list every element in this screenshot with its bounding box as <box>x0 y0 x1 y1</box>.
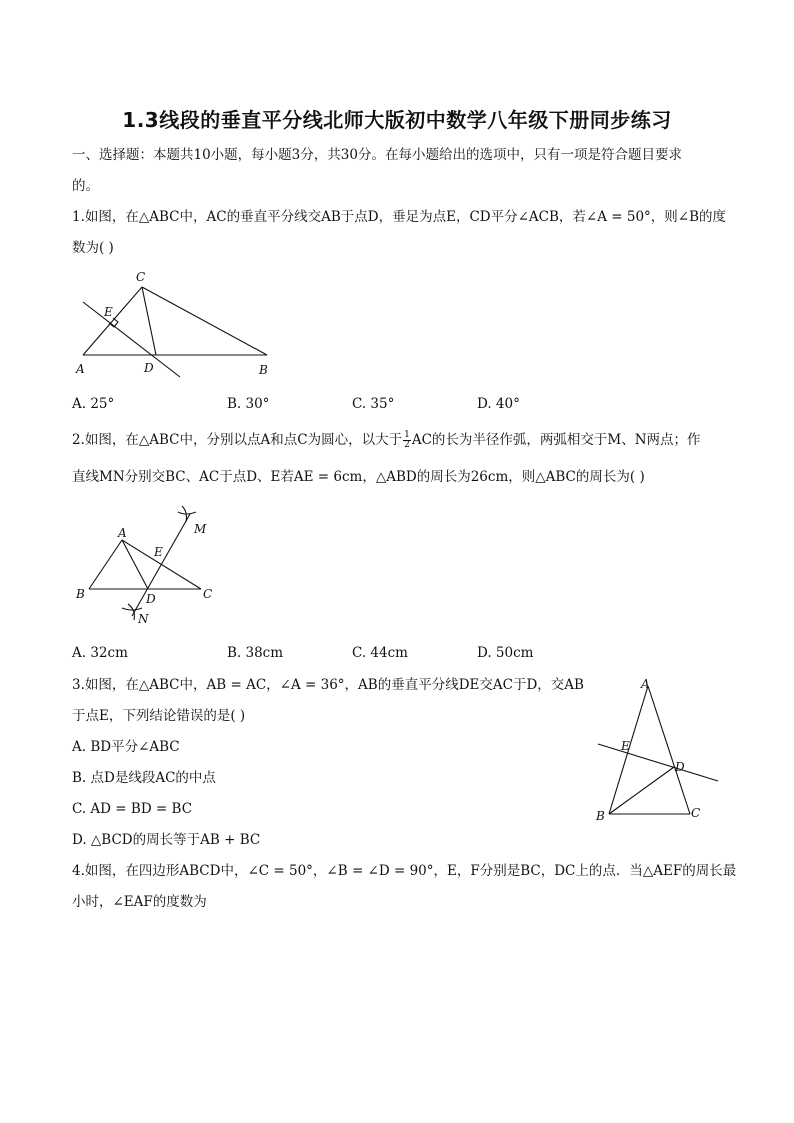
q2-label-m: M <box>194 522 207 536</box>
q2-stem-line-1-end: AC的长为半径作弧，两弧相交于M、N两点；作 <box>411 432 701 448</box>
q3-label-b: B <box>596 809 605 823</box>
q2-option-b[interactable]: B. 38cm <box>227 645 284 661</box>
q1-label-c: C <box>136 270 146 284</box>
q3-segment-bd <box>609 767 674 814</box>
q3-label-d: D <box>675 760 685 774</box>
q2-label-d: D <box>146 592 156 606</box>
q2-side-ab <box>89 540 122 589</box>
q2-label-b: B <box>76 587 85 601</box>
q2-stem-line-2: 直线MN分别交BC、AC于点D、E若AE = 6cm，△ABD的周长为26cm，则△ABC的周长为( ) <box>72 469 645 485</box>
page-title: 1.3线段的垂直平分线北师大版初中数学八年级下册同步练习 <box>122 108 672 132</box>
q1-option-c[interactable]: C. 35° <box>352 396 395 412</box>
q2-option-d[interactable]: D. 50cm <box>477 645 534 661</box>
q3-figure <box>590 674 725 826</box>
q1-stem-line-1: 1.如图，在△ABC中，AC的垂直平分线交AB于点D，垂足为点E，CD平分∠ACB，若∠A = 50°，则∠B的度 <box>72 209 727 225</box>
q3-label-e: E <box>621 739 630 753</box>
q3-option-b[interactable]: B. 点D是线段AC的中点 <box>72 770 216 786</box>
q3-label-a: A <box>641 677 650 691</box>
q3-option-a[interactable]: A. BD平分∠ABC <box>72 739 180 755</box>
q1-label-b: B <box>259 363 268 377</box>
q4-stem-line-1: 4.如图，在四边形ABCD中，∠C = 50°，∠B = ∠D = 90°，E，F分别是BC，DC上的点．当△AEF的周长最 <box>72 863 737 879</box>
q2-arc-n-2 <box>128 604 134 620</box>
q2-option-c[interactable]: C. 44cm <box>352 645 408 661</box>
q3-perpendicular-bisector <box>598 744 718 781</box>
q2-option-a[interactable]: A. 32cm <box>72 645 128 661</box>
q3-option-c[interactable]: C. AD = BD = BC <box>72 801 193 817</box>
q2-arc-m-1 <box>178 512 196 514</box>
q2-segment-ad <box>122 540 148 589</box>
q1-side-bc <box>142 287 267 355</box>
q2-figure <box>70 500 230 630</box>
q1-label-e: E <box>104 305 113 319</box>
q1-segment-cd <box>142 287 156 355</box>
q2-label-n: N <box>138 612 149 626</box>
q2-stem-line-1-start: 2.如图，在△ABC中，分别以点A和点C为圆心，以大于 <box>72 432 403 448</box>
q1-label-a: A <box>76 362 85 376</box>
q2-line-mn <box>132 514 190 616</box>
q2-stem-line-1 <box>72 431 701 450</box>
q2-label-e: E <box>154 545 163 559</box>
q3-label-c: C <box>691 806 701 820</box>
q4-stem-line-2: 小时，∠EAF的度数为 <box>72 894 207 910</box>
q1-option-b[interactable]: B. 30° <box>227 396 270 412</box>
q1-label-d: D <box>144 361 154 375</box>
q1-option-d[interactable]: D. 40° <box>477 396 520 412</box>
q2-label-c: C <box>203 587 213 601</box>
q3-stem-line-2: 于点E，下列结论错误的是( ) <box>72 708 246 724</box>
q3-option-d[interactable]: D. △BCD的周长等于AB + BC <box>72 832 261 848</box>
q1-option-a[interactable]: A. 25° <box>72 396 115 412</box>
section-instructions-line-1: 一、选择题：本题共10小题，每小题3分，共30分。在每小题给出的选项中，只有一项是符合题目要求 <box>72 147 682 163</box>
section-instructions-line-2: 的。 <box>72 178 99 194</box>
q3-stem-line-1: 3.如图，在△ABC中，AB = AC，∠A = 36°，AB的垂直平分线DE交AC于D，交AB <box>72 677 584 693</box>
q1-perpendicular-bisector <box>83 302 180 377</box>
q1-stem-line-2: 数为( ) <box>72 240 114 256</box>
q2-label-a: A <box>118 526 127 540</box>
q1-figure <box>70 266 290 382</box>
q1-side-ac <box>83 287 142 355</box>
q3-side-ac <box>648 686 690 814</box>
q2-fraction-half: $\frac{1}{2}$ <box>404 430 410 450</box>
